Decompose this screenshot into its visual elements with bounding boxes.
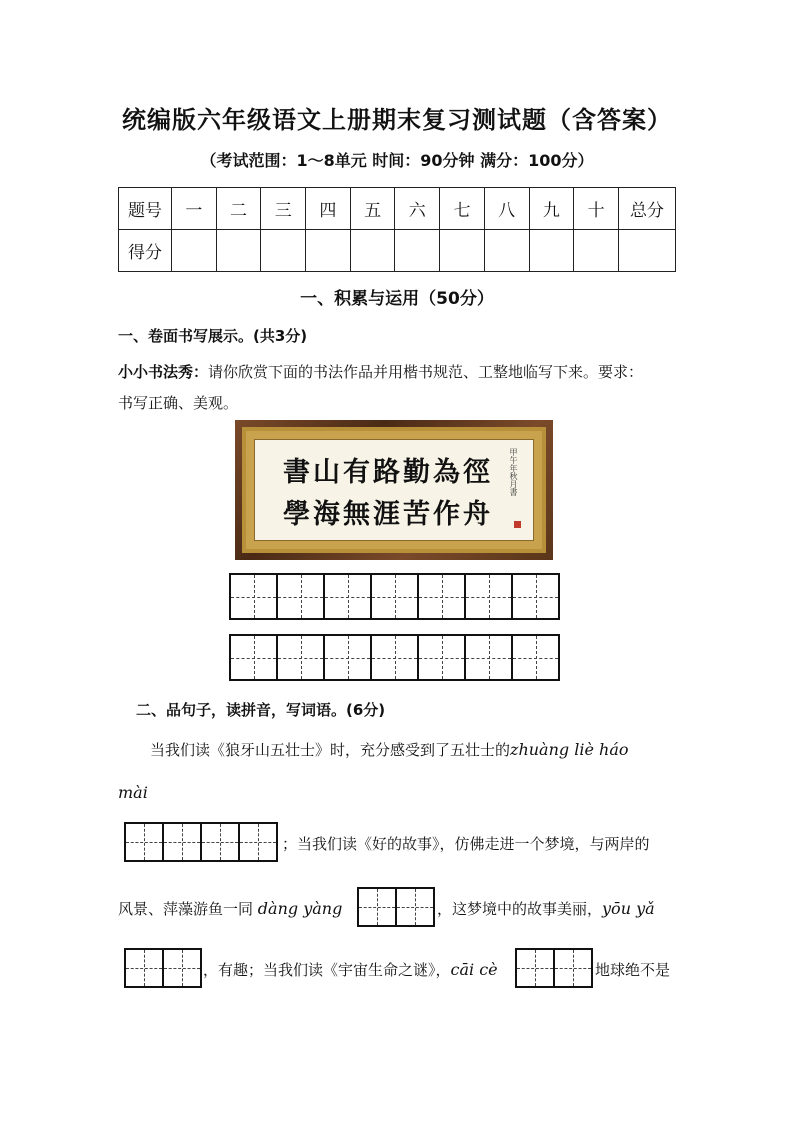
calligraphy-artwork xyxy=(235,420,553,560)
instruction-text: 请你欣赏下面的书法作品并用楷书规范、工整地临写下来。要求： xyxy=(208,363,644,381)
question-col-4: 四 xyxy=(306,188,351,230)
score-cell[interactable] xyxy=(529,230,574,272)
question-2-paragraph-line4b: 地球绝不是 xyxy=(595,961,671,979)
question-1-heading: 一、卷面书写展示。(共3分) xyxy=(118,327,308,345)
pinyin-prompt-continued: mài xyxy=(118,783,148,802)
question-2-paragraph-line2: ；当我们读《好的故事》，仿佛走进一个梦境，与两岸的 xyxy=(282,835,650,853)
writing-cell[interactable] xyxy=(231,573,278,620)
question-1-instruction-line1 xyxy=(118,362,678,382)
question-2-paragraph-line3a xyxy=(118,899,342,919)
writing-cell[interactable] xyxy=(325,634,372,681)
score-cell[interactable] xyxy=(484,230,529,272)
score-label: 得分 xyxy=(119,230,172,272)
sentence-text: ，这梦境中的故事美丽， xyxy=(437,900,603,918)
score-cell[interactable] xyxy=(306,230,351,272)
writing-cell[interactable] xyxy=(325,573,372,620)
exam-info: （考试范围：1～8单元 时间：90分钟 满分：100分） xyxy=(200,151,594,170)
score-cell[interactable] xyxy=(172,230,217,272)
score-table xyxy=(118,187,676,272)
calligraphy-signature: 甲午年秋月書 xyxy=(509,448,518,496)
score-cell[interactable] xyxy=(350,230,395,272)
page-title: 统编版六年级语文上册期末复习测试题（含答案） xyxy=(122,106,672,134)
calligraphy-line-2: 學海無涯苦作舟 xyxy=(283,499,493,530)
answer-cell[interactable] xyxy=(164,822,202,862)
question-col-5: 五 xyxy=(350,188,395,230)
total-score-label: 总分 xyxy=(619,188,676,230)
question-col-3: 三 xyxy=(261,188,306,230)
question-col-2: 二 xyxy=(216,188,261,230)
score-cell[interactable] xyxy=(395,230,440,272)
question-2-paragraph-line3b xyxy=(437,899,655,919)
writing-cell[interactable] xyxy=(372,573,419,620)
question-2-paragraph-line4a xyxy=(203,960,498,980)
writing-cell[interactable] xyxy=(419,634,466,681)
score-table-score-row xyxy=(119,230,676,272)
answer-cell[interactable] xyxy=(126,822,164,862)
calligraphy-paper xyxy=(254,439,534,541)
calligraphy-frame xyxy=(242,427,546,553)
writing-cell[interactable] xyxy=(513,634,560,681)
writing-cell[interactable] xyxy=(466,573,513,620)
score-cell[interactable] xyxy=(261,230,306,272)
writing-cell[interactable] xyxy=(231,634,278,681)
score-cell[interactable] xyxy=(216,230,261,272)
writing-cell[interactable] xyxy=(372,634,419,681)
calligraphy-line-1: 書山有路勤為徑 xyxy=(283,457,493,488)
answer-cell[interactable] xyxy=(517,948,555,988)
pinyin-prompt: yōu yǎ xyxy=(602,899,655,918)
writing-cell[interactable] xyxy=(466,634,513,681)
answer-grid-youya[interactable] xyxy=(124,948,202,988)
question-col-6: 六 xyxy=(395,188,440,230)
pinyin-prompt: zhuàng liè háo xyxy=(510,740,629,759)
section-heading: 一、积累与运用（50分） xyxy=(300,289,494,309)
sentence-text: 当我们读《狼牙山五壮士》时，充分感受到了五壮士的 xyxy=(150,741,511,759)
writing-cell[interactable] xyxy=(278,634,325,681)
answer-grid-zhuanglie-haomai[interactable] xyxy=(124,822,278,862)
answer-grid-dangyang[interactable] xyxy=(357,887,435,927)
answer-cell[interactable] xyxy=(240,822,278,862)
writing-cell[interactable] xyxy=(278,573,325,620)
writing-cell[interactable] xyxy=(419,573,466,620)
answer-cell[interactable] xyxy=(202,822,240,862)
question-number-label: 题号 xyxy=(119,188,172,230)
pinyin-prompt: cāi cè xyxy=(450,960,498,979)
sentence-text: 风景、萍藻游鱼一同 xyxy=(118,900,254,918)
score-cell[interactable] xyxy=(440,230,485,272)
total-score-cell[interactable] xyxy=(619,230,676,272)
question-col-8: 八 xyxy=(484,188,529,230)
writing-grid-row-2[interactable] xyxy=(229,634,560,681)
red-seal-stamp xyxy=(514,521,521,528)
sentence-text: ，有趣；当我们读《宇宙生命之谜》， xyxy=(203,961,451,979)
question-2-heading: 二、品句子，读拼音，写词语。(6分) xyxy=(136,701,386,719)
score-table-header-row xyxy=(119,188,676,230)
question-col-10: 十 xyxy=(574,188,619,230)
writing-cell[interactable] xyxy=(513,573,560,620)
question-col-1: 一 xyxy=(172,188,217,230)
score-cell[interactable] xyxy=(574,230,619,272)
pinyin-prompt: dàng yàng xyxy=(257,899,343,918)
answer-cell[interactable] xyxy=(126,948,164,988)
question-col-9: 九 xyxy=(529,188,574,230)
question-col-7: 七 xyxy=(440,188,485,230)
answer-cell[interactable] xyxy=(359,887,397,927)
writing-grid-row-1[interactable] xyxy=(229,573,560,620)
answer-cell[interactable] xyxy=(164,948,202,988)
answer-cell[interactable] xyxy=(555,948,593,988)
question-2-paragraph-line1 xyxy=(150,740,629,760)
answer-grid-caice[interactable] xyxy=(515,948,593,988)
answer-cell[interactable] xyxy=(397,887,435,927)
instruction-label: 小小书法秀： xyxy=(118,363,209,381)
question-1-instruction-line2: 书写正确、美观。 xyxy=(118,394,239,412)
